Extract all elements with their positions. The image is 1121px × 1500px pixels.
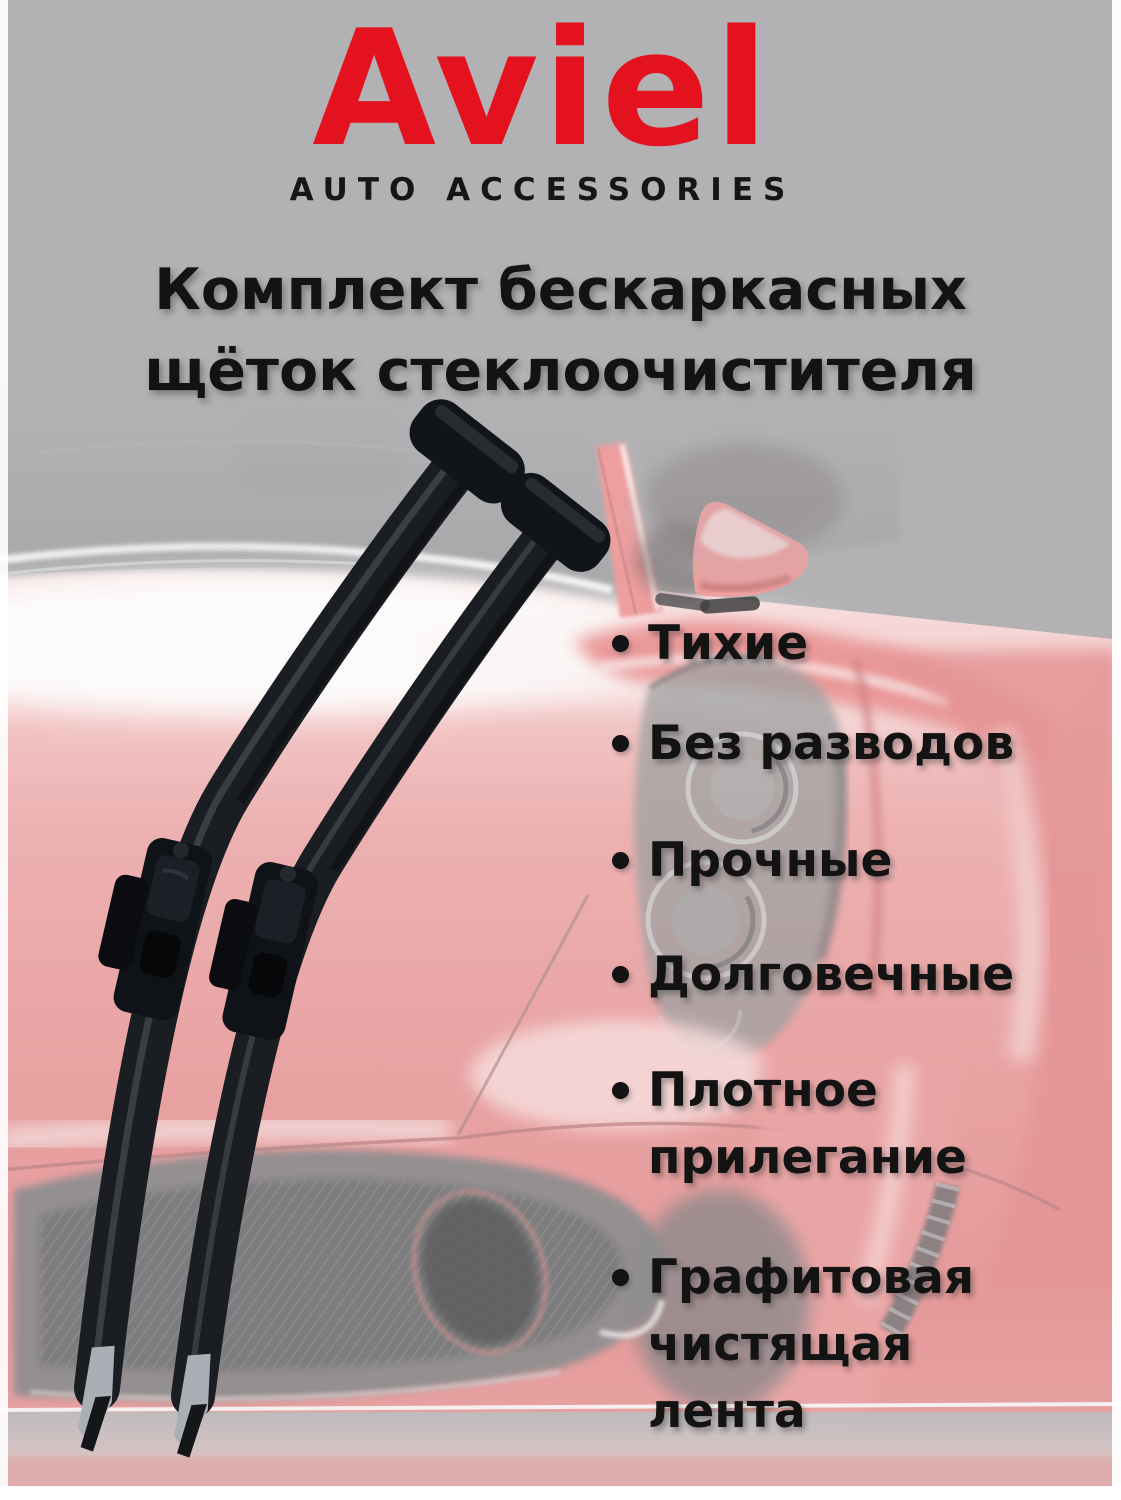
feature-item [612,610,1062,677]
feature-item [612,710,1062,777]
feature-label: Плотное прилегание [648,1063,967,1185]
feature-label: Долговечные [648,947,1015,1002]
bullet-icon [612,1082,629,1099]
bullet-icon [612,735,629,752]
feature-list [612,0,1082,1500]
feature-item [612,827,1062,894]
title-line-1: Комплект бескаркасных [154,257,967,323]
feature-label: Без разводов [648,716,1015,771]
feature-label: Тихие [648,616,809,671]
brand-name: Aviel [312,0,773,182]
feature-item [612,1057,1062,1191]
feature-label: Прочные [648,833,893,888]
feature-item [612,1244,1062,1445]
bullet-icon [612,852,629,869]
feature-item [612,941,1062,1008]
title-line-2: щёток стеклоочистителя [144,338,977,404]
feature-label: Графитовая чистящая лента [648,1250,975,1439]
bullet-icon [612,1269,629,1286]
brand-tagline: AUTO ACCESSORIES [289,172,796,208]
bullet-icon [612,635,629,652]
bullet-icon [612,966,629,983]
